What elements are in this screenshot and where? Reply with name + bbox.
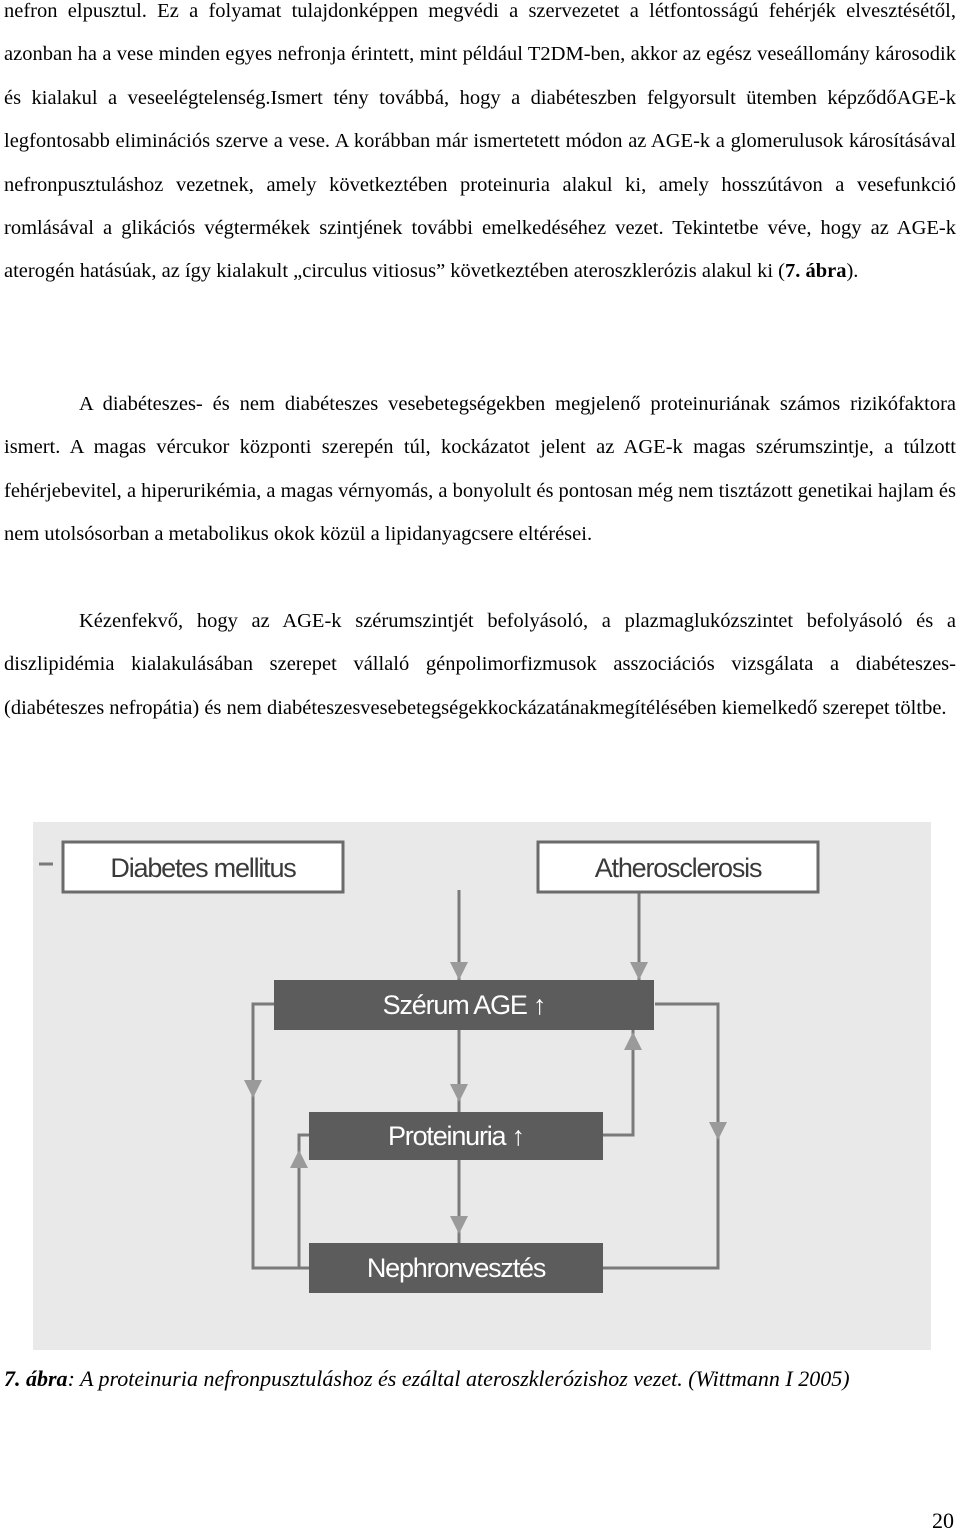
paragraph-1	[4, 0, 956, 294]
arrow-into-protein	[450, 1084, 468, 1102]
box-nephron-label: Nephronvesztés	[366, 1253, 546, 1283]
arrow-left-loop	[244, 1080, 262, 1098]
arrow-up-left	[290, 1150, 308, 1168]
paragraph-1-text: nefron elpusztul. Ez a folyamat tulajdonképpen megvédi a szervezetet a létfontosságú fehérjék elvesztésétől, azonban ha a vese minden egyes nefronja érintett, mint például T2DM-ben, akkor az egész veseállomány károsodik és kialakul a veseelégtelenség.Ismert tény továbbá, hogy a diabéteszben felgyorsult ütemben képződőAGE-k legfontosabb eliminációs szerve a vese. A korábban már ismertetett módon az AGE-k a glomerulusok károsításával nefronpusztuláshoz vezetnek, amely következtében proteinuria alakul ki, amely hosszútávon a vesefunkció romlásával a glikációs végtermékek szintjének további emelkedéséhez vezet. Tekintetbe véve, hogy az AGE-k aterogén hatásúak, az így kialakult „circulus vitiosus” következtében ateroszklerózis alakul ki (	[4, 0, 956, 283]
box-atherosclerosis-label: Atherosclerosis	[594, 853, 762, 883]
box-diabetes-label: Diabetes mellitus	[110, 853, 296, 883]
paragraph-2	[4, 383, 956, 557]
arrow-into-nephron	[450, 1216, 468, 1234]
connectors	[39, 864, 718, 1268]
arrow-into-serum-right	[630, 962, 648, 980]
box-serum-age-label: Szérum AGE ↑	[382, 990, 546, 1020]
paragraph-2-text: A diabéteszes- és nem diabéteszes vesebetegségekben megjelenő proteinuriának számos rizikófaktora ismert. A magas vércukor központi szerepén túl, kockázatot jelent az AGE-k magas szérumszintje, a túlzott fehérjebevitel, a hiperurikémia, a magas vérnyomás, a bonyolult és pontosan még nem tisztázott genetikai hajlam és nem utolsósorban a metabolikus okok közül a lipidanyagcsere eltérései.	[4, 393, 956, 546]
box-proteinuria-label: Proteinuria ↑	[388, 1121, 524, 1151]
box-proteinuria	[309, 1112, 603, 1160]
page-number: 20	[932, 1508, 954, 1533]
figure-reference: 7. ábra	[784, 260, 847, 283]
caption-text: : A proteinuria nefronpusztuláshoz és ezáltal ateroszklerózishoz vezet. (Wittmann I 2005)	[67, 1366, 850, 1391]
paragraph-1-end: ).	[846, 260, 859, 283]
box-diabetes	[63, 842, 343, 892]
box-serum-age	[274, 980, 654, 1030]
arrow-up-right	[624, 1032, 642, 1050]
arrow-into-serum-left	[450, 962, 468, 980]
figure-caption	[4, 1357, 956, 1400]
arrow-right-loop	[709, 1122, 727, 1140]
paragraph-3	[4, 600, 956, 730]
box-nephron	[309, 1243, 603, 1293]
diagram-svg	[33, 822, 931, 1350]
paragraph-3-text: Kézenfekvő, hogy az AGE-k szérumszintjét befolyásoló, a plazmaglukózszintet befolyásoló és a diszlipidémia kialakulásában szerepet vállaló génpolimorfizmusok asszociációs vizsgálata a diabéteszes- (diabéteszes nefropátia) és nem diabéteszesvesebetegségekkockázatánakmegítélésében kiemelkedő szerepet töltbe.	[4, 610, 956, 719]
box-atherosclerosis	[538, 842, 818, 892]
figure-diagram	[33, 822, 931, 1350]
caption-label: 7. ábra	[4, 1366, 68, 1391]
